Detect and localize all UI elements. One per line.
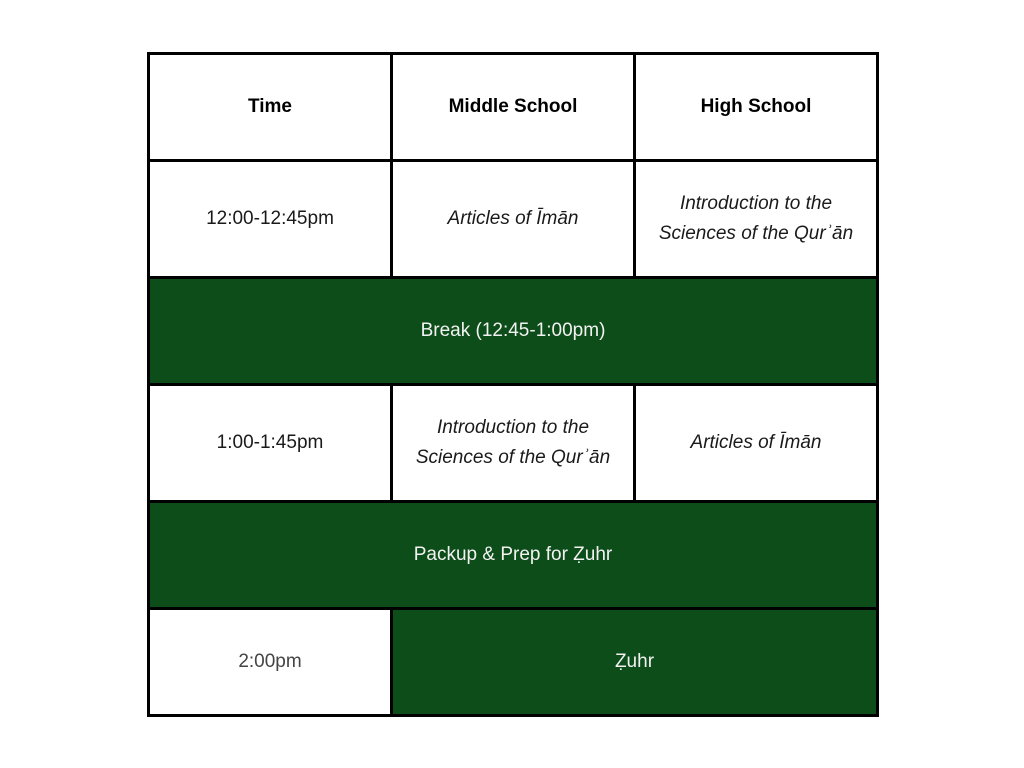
high-school-class: Articles of Īmān bbox=[635, 385, 878, 502]
time-cell: 1:00-1:45pm bbox=[149, 385, 392, 502]
middle-school-class: Introduction to the Sciences of the Qurʾān bbox=[392, 385, 635, 502]
header-middle-school: Middle School bbox=[392, 54, 635, 161]
header-high-school: High School bbox=[635, 54, 878, 161]
break-row bbox=[149, 278, 878, 385]
time-cell: 2:00pm bbox=[149, 609, 392, 716]
table-row bbox=[149, 161, 878, 278]
header-time: Time bbox=[149, 54, 392, 161]
table-row bbox=[149, 385, 878, 502]
table-header-row bbox=[149, 54, 878, 161]
packup-row bbox=[149, 502, 878, 609]
high-school-class: Introduction to the Sciences of the Qurʾān bbox=[635, 161, 878, 278]
packup-band: Packup & Prep for Ẓuhr bbox=[149, 502, 878, 609]
table-row bbox=[149, 609, 878, 716]
middle-school-class: Articles of Īmān bbox=[392, 161, 635, 278]
zuhr-band: Ẓuhr bbox=[392, 609, 878, 716]
time-cell: 12:00-12:45pm bbox=[149, 161, 392, 278]
break-band: Break (12:45-1:00pm) bbox=[149, 278, 878, 385]
schedule-table bbox=[147, 52, 879, 717]
